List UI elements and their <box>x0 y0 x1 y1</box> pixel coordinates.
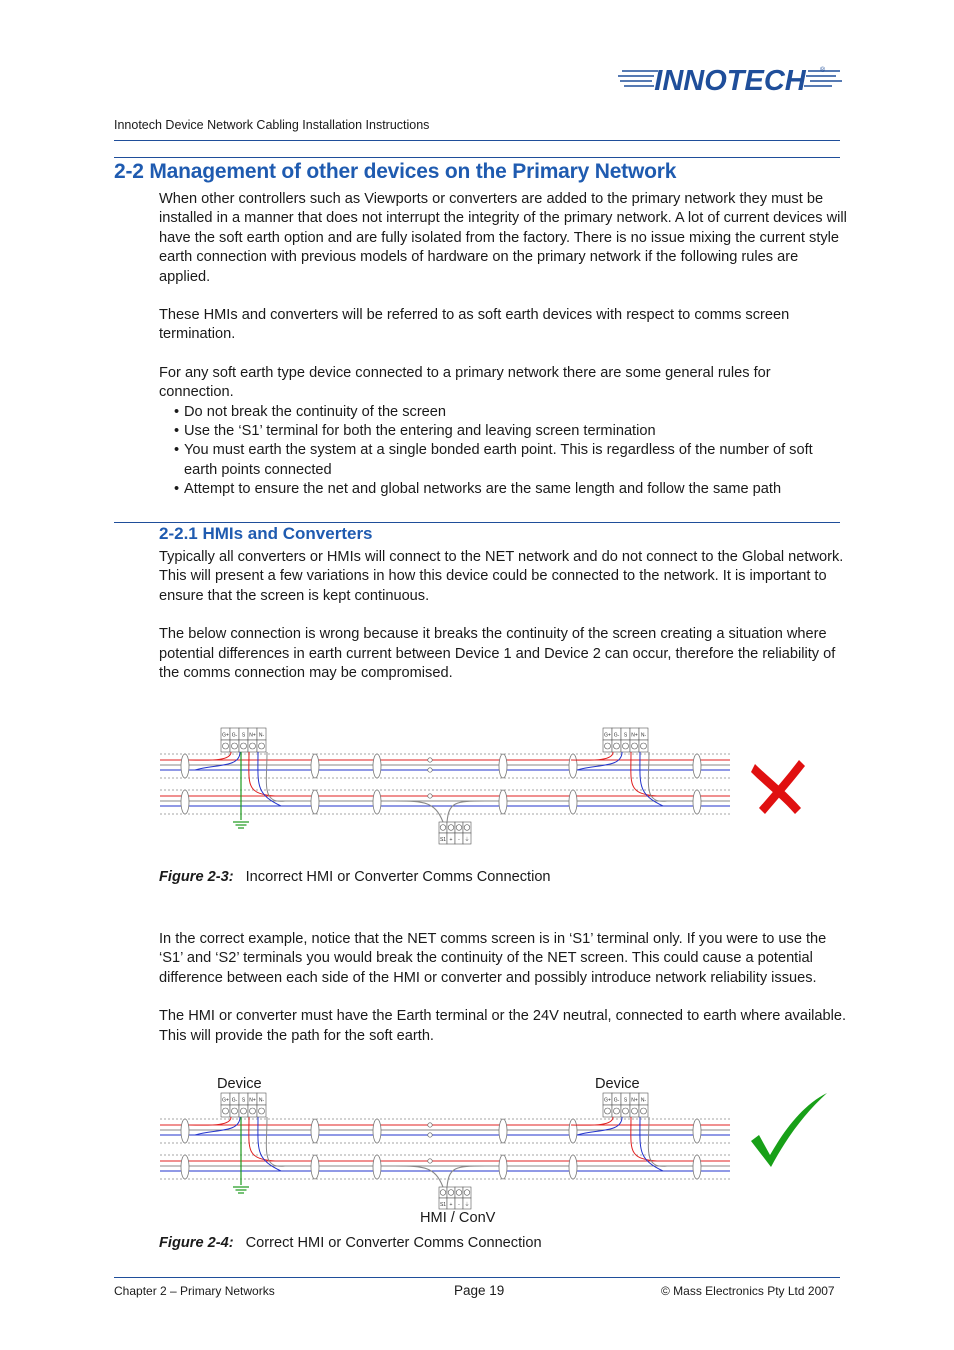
section-paragraph-3: For any soft earth type device connected to a primary network there are some general rules for connection. <box>159 364 771 401</box>
figure-3-caption-text: Incorrect HMI or Converter Comms Connection <box>245 869 551 885</box>
subsection-paragraph-2: The below connection is wrong because it breaks the continuity of the screen creating a situation where potential differences in earth current between Device 1 and Device 2 can occur, therefore the reliability of the comms connection may be compromised. <box>159 626 836 682</box>
drop-wire <box>249 1117 275 1161</box>
terminal-label: G+ <box>604 1097 611 1104</box>
drop-wire <box>195 752 240 770</box>
splice-connector-icon <box>428 1133 432 1137</box>
terminal-label: G+ <box>222 1097 229 1104</box>
device-left-terminal-block <box>221 728 266 752</box>
footer-rule <box>114 1277 840 1278</box>
tick-stroke <box>751 1093 827 1167</box>
cable-end <box>311 1119 319 1143</box>
hmi-feed-wire <box>447 1166 485 1187</box>
cable-end <box>373 1119 381 1143</box>
device-right-label: Device <box>595 1076 640 1092</box>
terminal-label: N+ <box>249 732 256 739</box>
device-right-terminal-block <box>603 728 648 752</box>
cable-end <box>311 1155 319 1179</box>
logo-text: INNOTECH <box>654 65 806 96</box>
section-heading: 2-2 Management of other devices on the Primary Network <box>114 160 677 183</box>
cable-end <box>181 790 189 814</box>
drop-wire <box>571 752 613 760</box>
terminal-label: N+ <box>631 1097 638 1104</box>
terminal-label: + <box>449 837 453 843</box>
subsection-body-2 <box>159 930 849 1046</box>
device-left-label: Device <box>217 1076 262 1092</box>
cable-end <box>373 1155 381 1179</box>
hmi-feed-wire <box>447 801 485 822</box>
drop-wire <box>631 1117 657 1161</box>
cable-end <box>693 790 701 814</box>
terminal-label: G- <box>613 1097 620 1104</box>
terminal-label: G- <box>231 1097 238 1104</box>
cable-end <box>569 790 577 814</box>
drop-wire <box>631 752 657 796</box>
footer-copyright: © Mass Electronics Pty Ltd 2007 <box>661 1284 835 1298</box>
cable-end <box>181 1155 189 1179</box>
footer-chapter: Chapter 2 – Primary Networks <box>114 1284 275 1298</box>
device-right-terminal-block <box>603 1093 648 1117</box>
drop-wire <box>266 752 285 801</box>
subsection-paragraph-1: Typically all converters or HMIs will connect to the NET network and do not connect to the Global network. This will present a few variations in how this device could be connected to the network. It is important to ensure that the screen is kept continuous. <box>159 549 844 604</box>
cable-end <box>499 754 507 778</box>
cable-end <box>373 754 381 778</box>
drop-wire <box>189 752 231 760</box>
innotech-logo <box>618 62 843 96</box>
terminal-label: ⏚ <box>464 1202 470 1208</box>
cable-end <box>311 790 319 814</box>
terminal-label: ⏚ <box>464 837 470 843</box>
terminal-label: - <box>458 1202 460 1208</box>
drop-wire <box>571 1117 613 1125</box>
subsection-heading: 2-2.1 HMIs and Converters <box>159 524 373 543</box>
drop-wire <box>577 1117 622 1135</box>
terminal-label: S1 <box>439 1202 447 1208</box>
figure-4-diagram <box>155 1089 845 1214</box>
drop-wire <box>189 1117 231 1125</box>
hmi-feed-wire <box>395 1166 443 1187</box>
section-rule <box>114 157 840 158</box>
cable-end <box>569 1119 577 1143</box>
cable-end <box>693 1155 701 1179</box>
cable-end <box>499 790 507 814</box>
terminal-label: S1 <box>439 837 447 843</box>
rule-item: • Use the ‘S1’ terminal for both the entering and leaving screen termination <box>162 422 849 441</box>
subsection-body-1 <box>159 548 849 683</box>
terminal-label: N- <box>258 1097 265 1104</box>
wiring-diagram-incorrect <box>155 724 845 849</box>
drop-wire <box>195 1117 240 1135</box>
terminal-label: G- <box>613 732 620 739</box>
rule-item: • You must earth the system at a single bonded earth point. This is regardless of the number of soft earth points connected <box>162 441 849 480</box>
terminal-label: S <box>241 1097 246 1104</box>
green-tick-icon <box>751 1093 827 1167</box>
cable-end <box>693 1119 701 1143</box>
splice-connector-icon <box>428 1159 432 1163</box>
red-cross-icon <box>751 760 805 814</box>
terminal-label: N- <box>640 732 647 739</box>
wiring-diagram-correct <box>155 1089 845 1214</box>
terminal-label: S <box>623 1097 628 1104</box>
hmi-feed-wire <box>395 801 443 822</box>
section-body <box>159 190 849 500</box>
figure-3-diagram <box>155 724 845 849</box>
logo-graphic <box>618 62 843 96</box>
drop-wire <box>577 752 622 770</box>
splice-connector-icon <box>428 794 432 798</box>
figure-4-label: Figure 2-4: <box>159 1235 234 1251</box>
terminal-label: N- <box>258 732 265 739</box>
terminal-label: N- <box>640 1097 647 1104</box>
hmi-label: HMI / ConV <box>420 1210 496 1226</box>
figure-3-label: Figure 2-3: <box>159 869 234 885</box>
subsection-rule <box>114 522 840 523</box>
splice-connector-icon <box>428 758 432 762</box>
drop-wire <box>648 752 667 801</box>
cable-end <box>311 754 319 778</box>
terminal-label: G+ <box>604 732 611 739</box>
rule-item: • Attempt to ensure the net and global networks are the same length and follow the same path <box>162 480 849 499</box>
splice-connector-icon <box>428 1123 432 1127</box>
header-rule <box>114 140 840 141</box>
terminal-label: - <box>458 837 460 843</box>
terminal-label: G+ <box>222 732 229 739</box>
figure-3-caption <box>159 869 551 885</box>
terminal-label: S <box>623 732 628 739</box>
rules-list <box>159 403 849 500</box>
subsection-paragraph-4: The HMI or converter must have the Earth terminal or the 24V neutral, connected to earth where available. This will provide the path for the soft earth. <box>159 1008 847 1044</box>
figure-4-caption <box>159 1235 542 1251</box>
splice-connector-icon <box>428 768 432 772</box>
section-paragraph-2: These HMIs and converters will be referred to as soft earth devices with respect to comms screen termination. <box>159 307 790 343</box>
device-left-terminal-block <box>221 1093 266 1117</box>
terminal-label: S <box>241 732 246 739</box>
drop-wire <box>648 1117 667 1166</box>
cable-end <box>569 1155 577 1179</box>
cable-end <box>693 754 701 778</box>
terminal-label: G- <box>231 732 238 739</box>
subsection-paragraph-3: In the correct example, notice that the NET comms screen is in ‘S1’ terminal only. If you were to use the ‘S1’ and ‘S2’ terminals you would break the continuity of the NET screen. This could cause a potential difference between each side of the HMI or converter and possibly introduce network reliability issues. <box>159 931 827 986</box>
cable-end <box>499 1155 507 1179</box>
cable-end <box>373 790 381 814</box>
cable-end <box>569 754 577 778</box>
terminal-label: N+ <box>631 732 638 739</box>
figure-4-caption-text: Correct HMI or Converter Comms Connection <box>245 1235 542 1251</box>
terminal-label: + <box>449 1202 453 1208</box>
hmi-terminal-block <box>439 1187 471 1209</box>
document-title: Innotech Device Network Cabling Installation Instructions <box>114 118 430 132</box>
footer-page: Page 19 <box>454 1283 505 1298</box>
cable-end <box>499 1119 507 1143</box>
cable-end <box>181 1119 189 1143</box>
drop-wire <box>266 1117 285 1166</box>
terminal-label: N+ <box>249 1097 256 1104</box>
section-paragraph-1: When other controllers such as Viewports or converters are added to the primary network they must be installed in a manner that does not interrupt the integrity of the primary network. A lot of current devices will have the soft earth option and are fully isolated from the factory. There is no issue mixing the current style earth connection with previous models of hardware on the primary network if the following rules are applied. <box>159 191 847 285</box>
drop-wire <box>249 752 275 796</box>
rule-item: • Do not break the continuity of the screen <box>162 403 849 422</box>
svg-text:®: ® <box>820 67 826 74</box>
hmi-terminal-block <box>439 822 471 844</box>
cable-end <box>181 754 189 778</box>
